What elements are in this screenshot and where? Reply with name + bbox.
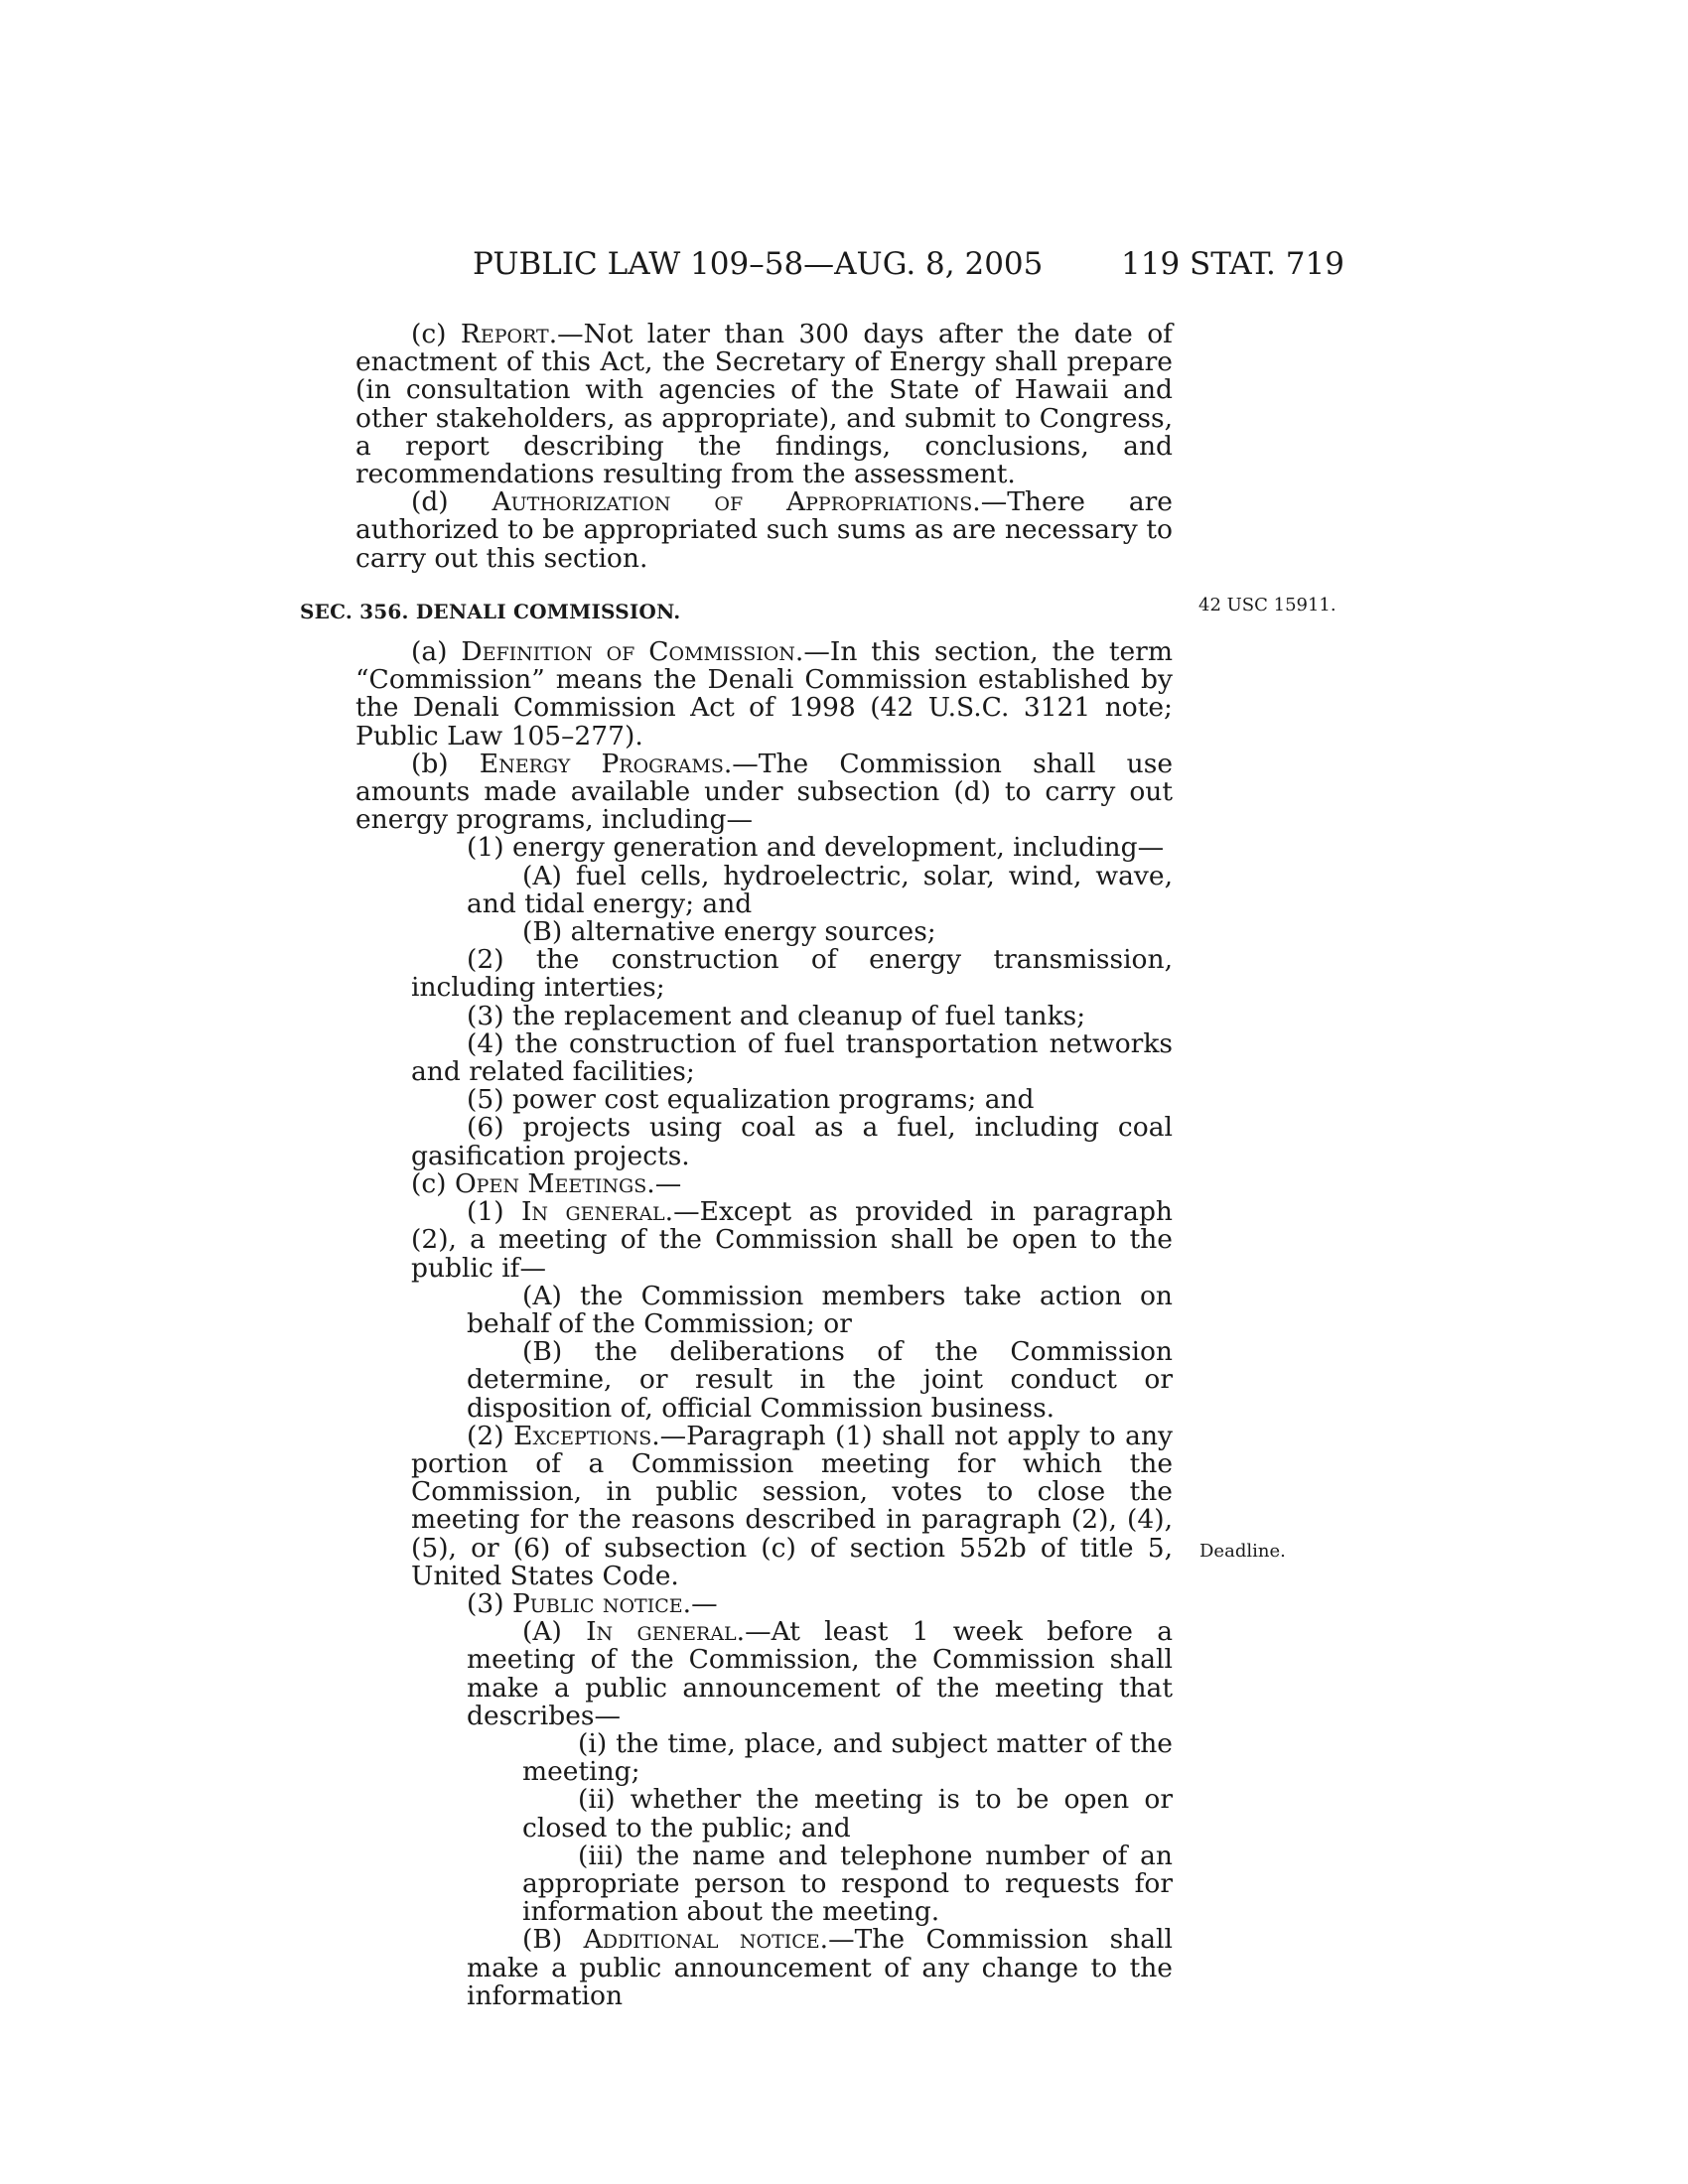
subsection-a-definition: (a) Definition of Commission.—In this section, the term “Commission” means the Denali Commission established by the Denali Commission Act of 1998 (42 U.S.C. 3121 note; Public Law 105–277). <box>355 636 1173 751</box>
paragraph-b2: (2) the construction of energy transmission, including interties; <box>411 944 1173 1004</box>
subsection-c-open-meetings: (c) Open Meetings.— <box>411 1167 682 1199</box>
subparagraph-c3B: (B) Additional notice.—The Commission shall make a public announcement of any change to the information <box>467 1924 1173 2011</box>
running-head: PUBLIC LAW 109–58—AUG. 8, 2005 <box>473 246 1044 282</box>
subsection-c-report: (c) Report.—Not later than 300 days after the date of enactment of this Act, the Secretary of Energy shall prepare (in consultation with agencies of the State of Hawaii and other stakeholders, as appropriate), and submit to Congress, a report describing the findings, conclusions, and recommendations resulting from the assessment. <box>355 319 1173 490</box>
paragraph-b6: (6) projects using coal as a fuel, including coal gasification projects. <box>411 1112 1173 1171</box>
page-number: 119 STAT. 719 <box>1121 246 1344 282</box>
usc-citation-note: 42 USC 15911. <box>1198 595 1336 615</box>
subsection-d-appropriations: (d) Authorization of Appropriations.—There are authorized to be appropriated such sums as are necessary to carry out this section. <box>355 486 1173 574</box>
clause-c3Ai: (i) the time, place, and subject matter of the meeting; <box>522 1727 1173 1788</box>
subparagraph-c1B: (B) the deliberations of the Commission determine, or result in the joint conduct or disposition of, official Commission business. <box>467 1336 1173 1424</box>
page-header <box>0 246 1688 286</box>
subparagraph-b1B: (B) alternative energy sources; <box>522 916 936 948</box>
subparagraph-c3A: (A) In general.—At least 1 week before a meeting of the Commission, the Commission shall make a public announcement of the meeting that describes— <box>467 1616 1174 1731</box>
subparagraph-c1A: (A) the Commission members take action on behalf of the Commission; or <box>467 1280 1173 1339</box>
clause-c3Aiii: (iii) the name and telephone number of an appropriate person to respond to requests for information about the meeting. <box>522 1840 1173 1928</box>
subsection-b-energy-programs: (b) Energy Programs.—The Commission shall use amounts made available under subsection (d) to carry out energy programs, including— <box>355 748 1174 836</box>
section-heading: SEC. 356. DENALI COMMISSION. <box>300 599 681 623</box>
paragraph-c1: (1) In general.—Except as provided in paragraph (2), a meeting of the Commission shall be open to the public if— <box>411 1196 1173 1284</box>
clause-c3Aii: (ii) whether the meeting is to be open or closed to the public; and <box>522 1784 1173 1843</box>
document-body <box>300 321 1173 2010</box>
paragraph-b1: (1) energy generation and development, including— <box>467 832 1165 864</box>
paragraph-b3: (3) the replacement and cleanup of fuel tanks; <box>467 1000 1086 1031</box>
paragraph-b5: (5) power cost equalization programs; and <box>467 1084 1035 1116</box>
paragraph-c2: (2) Exceptions.—Paragraph (1) shall not apply to any portion of a Commission meeting for which the Commission, in public session, votes to close the meeting for the reasons described in paragraph (2), (4), (5), or (6) of subsection (c) of section 552b of title 5, United States Code. <box>411 1420 1173 1591</box>
paragraph-c3: (3) Public notice.— <box>467 1587 718 1619</box>
paragraph-b4: (4) the construction of fuel transportation networks and related facilities; <box>411 1027 1173 1088</box>
deadline-note: Deadline. <box>1199 1541 1286 1562</box>
subparagraph-b1A: (A) fuel cells, hydroelectric, solar, wind, wave, and tidal energy; and <box>467 860 1173 919</box>
